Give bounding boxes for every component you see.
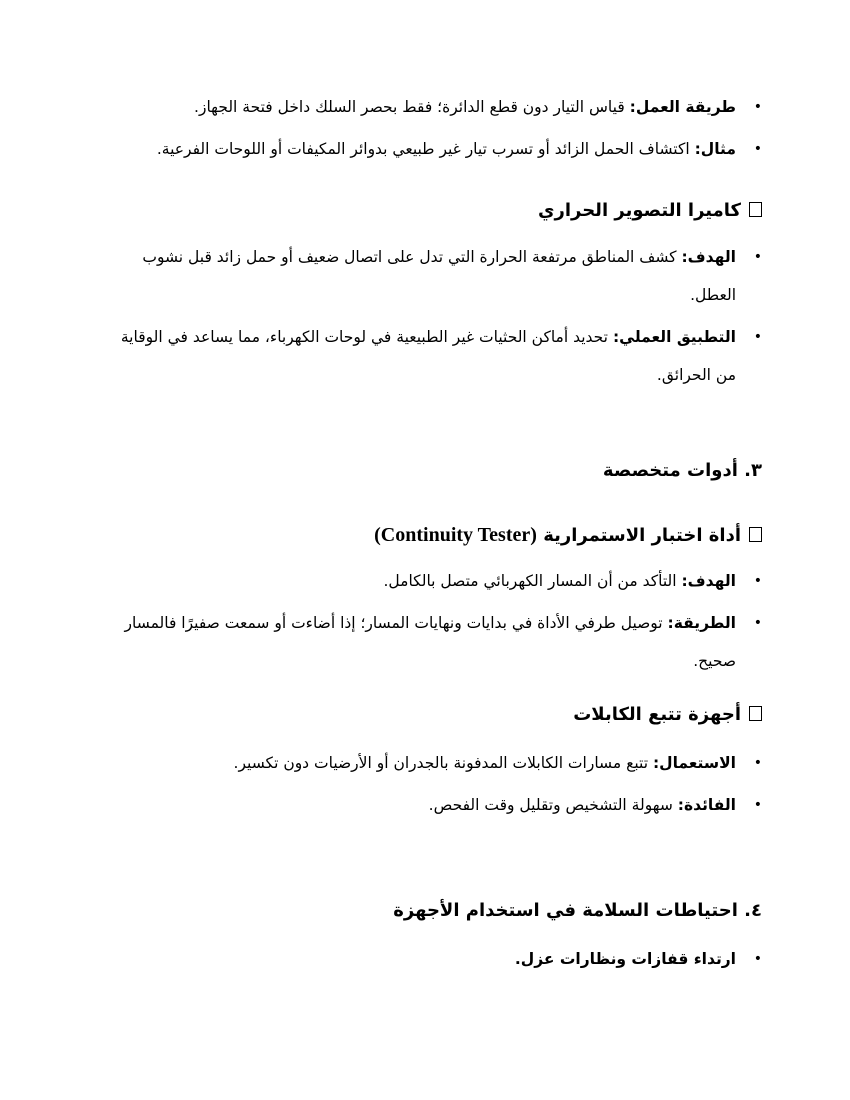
item-label: الهدف: [681, 572, 736, 590]
thermal-heading [538, 196, 762, 226]
subheading-text: أجهزة تتبع الكابلات [573, 704, 741, 725]
tracers-bullet-list [117, 744, 762, 824]
continuity-list-block [117, 562, 762, 684]
list-item [117, 238, 762, 314]
list-item [117, 940, 762, 978]
list-item [117, 604, 762, 680]
thermal-list-block [117, 238, 762, 398]
checkbox-square-icon [749, 202, 762, 217]
tracers-heading [573, 700, 762, 730]
item-label: مثال: [694, 140, 736, 158]
item-text: كشف المناطق مرتفعة الحرارة التي تدل على اتصال ضعيف أو حمل زائد قبل نشوب العطل. [142, 248, 736, 304]
item-label: الفائدة: [677, 796, 736, 814]
section-heading-text: ٤. احتياطات السلامة في استخدام الأجهزة [393, 900, 762, 921]
section-heading-text: ٣. أدوات متخصصة [602, 460, 762, 481]
list-item [122, 130, 762, 168]
list-item [122, 88, 762, 126]
item-text: التأكد من أن المسار الكهربائي متصل بالكامل. [383, 572, 682, 590]
list-item [117, 562, 762, 600]
item-text: سهولة التشخيص وتقليل وقت الفحص. [428, 796, 678, 814]
subheading-text: أداة اختبار الاستمرارية [543, 525, 741, 546]
item-text: اكتشاف الحمل الزائد أو تسرب تيار غير طبيعي بدوائر المكيفات أو اللوحات الفرعية. [156, 140, 695, 158]
safety-bullet-list [117, 940, 762, 978]
tracers-list-block [117, 744, 762, 828]
intro-list-block [122, 88, 762, 172]
item-label: الطريقة: [667, 614, 736, 632]
checkbox-square-icon [749, 706, 762, 721]
item-label: الهدف: [681, 248, 736, 266]
item-label: طريقة العمل: [629, 98, 736, 116]
item-label: الاستعمال: [652, 754, 736, 772]
subheading-text: كاميرا التصوير الحراري [537, 200, 741, 221]
checkbox-square-icon [749, 527, 762, 542]
item-text: تتبع مسارات الكابلات المدفونة بالجدران أو الأرضيات دون تكسير. [233, 754, 653, 772]
continuity-heading [374, 520, 762, 551]
section-3-heading [603, 456, 762, 486]
section-4-heading [393, 896, 762, 926]
list-item [117, 744, 762, 782]
item-text: توصيل طرفي الأداة في بدايات ونهايات المسار؛ إذا أضاءت أو سمعت صفيرًا فالمسار صحيح. [124, 614, 736, 670]
item-text: قياس التيار دون قطع الدائرة؛ فقط بحصر السلك داخل فتحة الجهاز. [194, 98, 630, 116]
item-label: ارتداء قفازات ونظارات عزل. [514, 950, 736, 968]
intro-bullet-list [122, 88, 762, 168]
continuity-bullet-list [117, 562, 762, 680]
thermal-bullet-list [117, 238, 762, 394]
item-text: تحديد أماكن الحثيات غير الطبيعية في لوحات الكهرباء، مما يساعد في الوقاية من الحرائق. [120, 328, 736, 384]
subheading-english-text: (Continuity Tester) [374, 524, 537, 546]
list-item [117, 318, 762, 394]
item-label: التطبيق العملي: [612, 328, 736, 346]
safety-list-block [117, 940, 762, 982]
list-item [117, 786, 762, 824]
